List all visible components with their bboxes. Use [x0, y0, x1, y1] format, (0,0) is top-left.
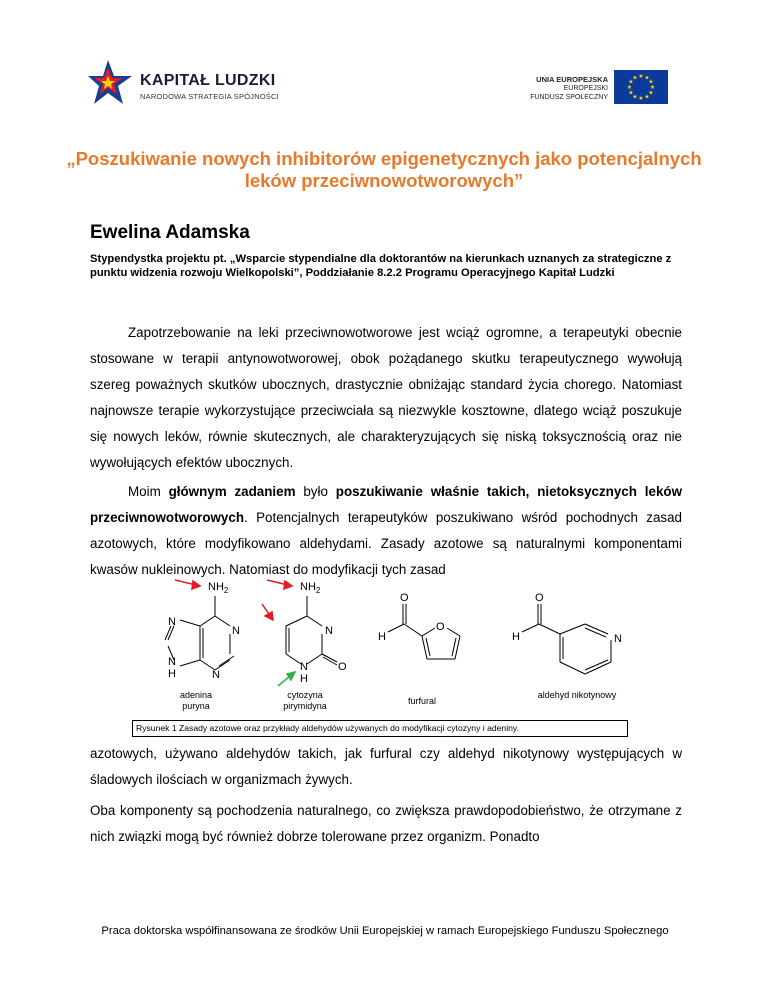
paragraph-4: Oba komponenty są pochodzenia naturalnego, co zwiększa prawdopodobieństwo, że otrzymane z nich związki mogą być również dobrze tolerowane przez organizm. Ponadto — [90, 803, 682, 844]
adenine-name: adenina — [179, 690, 213, 700]
eu-logo-text — [530, 75, 608, 102]
nicotinaldehyde-label: aldehyd nikotynowy — [537, 690, 617, 700]
svg-text:★: ★ — [638, 74, 644, 80]
svg-text:★: ★ — [648, 90, 654, 97]
paragraph-1-text: Zapotrzebowanie na leki przeciwnowotworowe jest wciąż ogromne, a terapeutyki obecnie stosowane w terapii antynowotworowej, obok pożądanego skutku terapeutycznego wywołują szereg poważnych skutków ubocznych, drastycznie obniżając standard życia chorego. Natomiast najnowsze terapie wykorzystujące przeciwciała są niezwykle kosztowne, dlatego wciąż poszukuje się nowych leków, równie skutecznych, ale charakteryzujących się niską toksycznością oraz nie wywołujących efektów ubocznych. — [90, 325, 682, 470]
chemical-structures-figure — [130, 574, 640, 734]
svg-text:★: ★ — [638, 96, 644, 102]
svg-text:★: ★ — [626, 85, 633, 91]
nicotin-h: H — [512, 631, 520, 643]
cytosine-nh2-label: $NH_2$ — [300, 581, 321, 595]
paragraph-3: azotowych, używano aldehydów takich, jak furfural czy aldehyd nikotynowy występujących w śladowych ilościach w organizmach żywych. — [90, 746, 682, 787]
furfural-label: furfural — [407, 696, 436, 706]
purine-name: puryna — [182, 701, 210, 711]
eu-line3: FUNDUSZ SPOŁECZNY — [530, 94, 608, 101]
kapital-ludzki-subtitle: NARODOWA STRATEGIA SPÓJNOŚCI — [140, 92, 279, 101]
p2-bold-b: głównym zadaniem — [168, 484, 296, 499]
adenine-n1: N — [232, 625, 240, 637]
nicotin-carbonyl-o: O — [535, 592, 544, 604]
adenine-n9: N — [168, 656, 176, 668]
svg-text:★: ★ — [628, 90, 634, 97]
svg-text:★: ★ — [632, 75, 638, 82]
furfural-carbonyl-o: O — [400, 592, 409, 604]
p2-text-c: było — [295, 484, 336, 499]
paragraph-2 — [90, 479, 682, 583]
kapital-ludzki-star-icon — [88, 58, 136, 108]
cytosine-name: cytozyna — [287, 690, 323, 700]
pyrimidine-name: pirymidyna — [283, 701, 327, 711]
adenine-nh2-label: $NH_2$ — [208, 581, 229, 595]
scholarship-note: Stypendystka projektu pt. „Wsparcie stypendialne dla doktorantów na kierunkach uznanych za strategiczne z punktu widzenia rozwoju Wielkopolski”, Poddziałanie 8.2.2 Programu Operacyjnego Kapitał Ludzki — [90, 253, 672, 279]
adenine-n7: N — [168, 616, 176, 628]
cytosine-label — [270, 690, 340, 712]
nicotin-n: N — [614, 633, 622, 645]
svg-text:★: ★ — [628, 79, 634, 86]
adenine-n3: N — [212, 669, 220, 681]
eu-flag-icon — [614, 70, 668, 104]
page-footer: Praca doktorska współfinansowana ze środków Unii Europejskiej w ramach Europejskiego Funduszu Społecznego — [101, 925, 669, 937]
eu-line2: EUROPEJSKI — [563, 85, 608, 92]
eu-line1: UNIA EUROPEJSKA — [536, 75, 608, 84]
svg-text:★: ★ — [649, 85, 656, 91]
cytosine-n1: N — [300, 661, 308, 673]
furfural-h: H — [378, 631, 386, 643]
svg-text:★: ★ — [648, 79, 654, 86]
cytosine-n3: N — [325, 625, 333, 637]
p2-text-a: Moim — [128, 484, 169, 499]
adenine-label — [166, 690, 226, 712]
furfural-ring-o: O — [436, 621, 445, 633]
figure-caption: Rysunek 1 Zasady azotowe oraz przykłady aldehydów używanych do modyfikacji cytozyny i adeniny. — [132, 720, 628, 737]
kapital-ludzki-title: KAPITAŁ LUDZKI — [140, 72, 276, 89]
adenine-h9: H — [168, 668, 176, 680]
document-title: „Poszukiwanie nowych inhibitorów epigenetycznych jako potencjalnych leków przeciwnowotworowych” — [66, 148, 702, 191]
svg-text:★: ★ — [644, 75, 650, 82]
svg-text:★: ★ — [644, 94, 650, 101]
paragraph-1 — [90, 320, 682, 476]
kapital-ludzki-logo — [88, 58, 136, 108]
svg-text:★: ★ — [632, 94, 638, 101]
p2-text-e: . Potencjalnych terapeutyków poszukiwano wśród pochodnych zasad azotowych, które modyfikowano aldehydami. Zasady azotowe są naturalnymi komponentami kwasów nukleinowych. Natomiast do modyfikacji tych zasad — [90, 510, 682, 577]
author-name: Ewelina Adamska — [90, 222, 250, 243]
p2-bold-d: poszukiwanie właśnie takich, nietoksycznych leków przeciwnowotworowych — [90, 484, 682, 525]
cytosine-o: O — [338, 661, 347, 673]
cytosine-h1: H — [300, 673, 308, 685]
